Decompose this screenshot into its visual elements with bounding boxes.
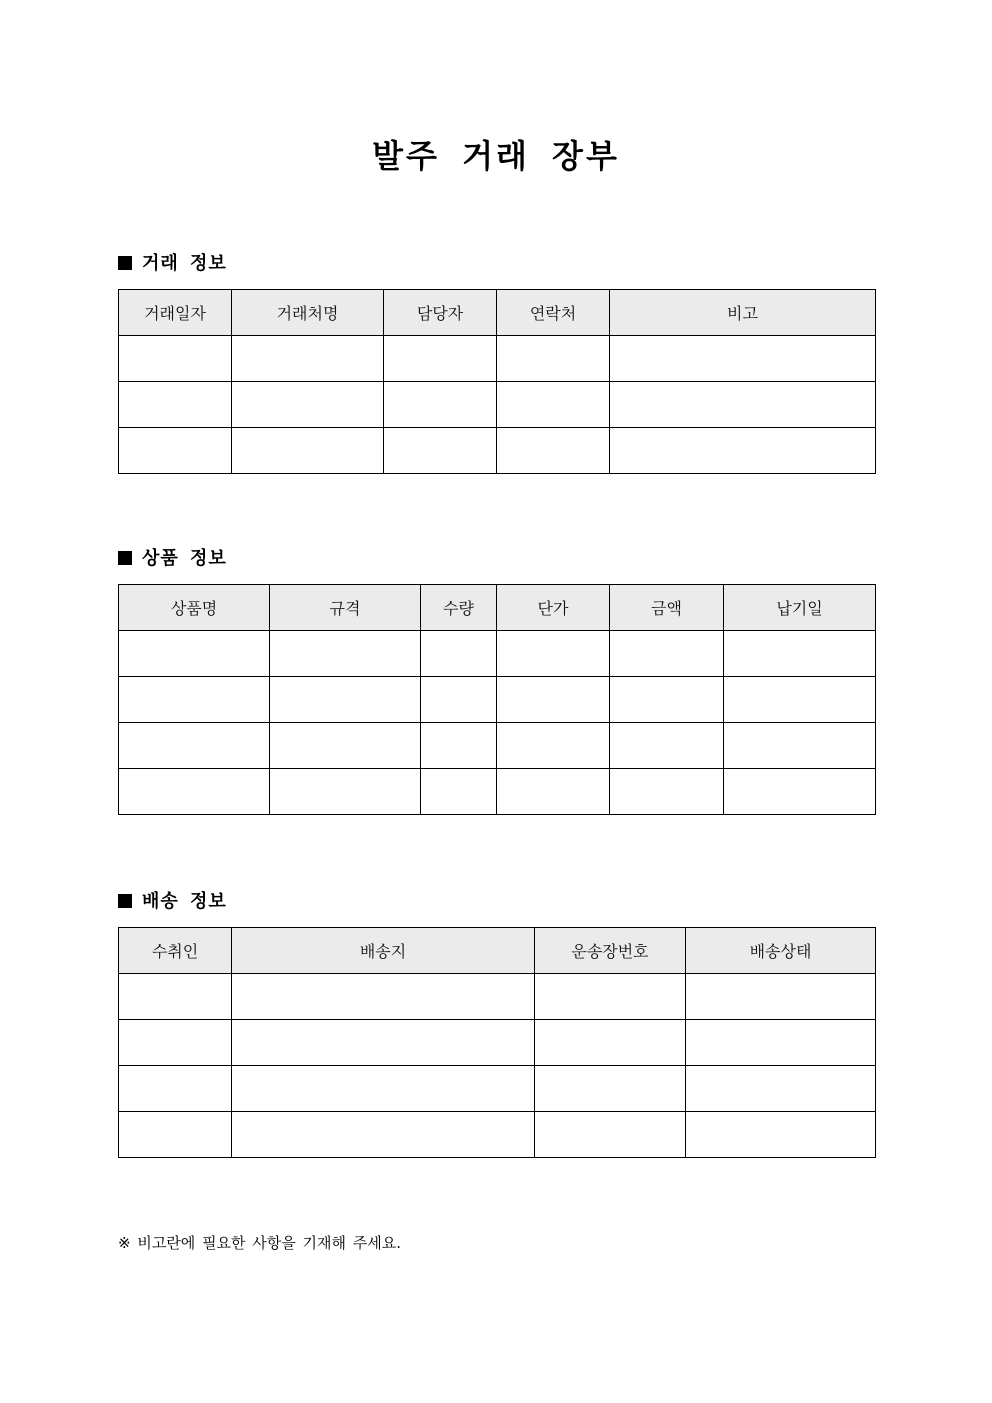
- table-row: [119, 336, 876, 382]
- table-cell[interactable]: [497, 428, 610, 474]
- table-cell[interactable]: [119, 1020, 232, 1066]
- table-cell[interactable]: [232, 382, 384, 428]
- product-info-table: [118, 584, 876, 815]
- table-cell[interactable]: [686, 1112, 876, 1158]
- section-title-product: 상품 정보: [142, 548, 227, 569]
- table-cell[interactable]: [232, 974, 535, 1020]
- table-cell[interactable]: [497, 336, 610, 382]
- trade-info-table: [118, 289, 876, 474]
- square-bullet-icon: [118, 256, 132, 270]
- table-row: [119, 769, 876, 815]
- table-cell[interactable]: [724, 677, 876, 723]
- table-cell[interactable]: [421, 631, 497, 677]
- table-cell[interactable]: [610, 769, 724, 815]
- page-title: 발주 거래 장부: [372, 137, 620, 175]
- table-header-row: [119, 585, 876, 631]
- table-cell[interactable]: [686, 1066, 876, 1112]
- table-cell[interactable]: [535, 1066, 686, 1112]
- table-row: [119, 677, 876, 723]
- table-cell[interactable]: [535, 974, 686, 1020]
- table-row: [119, 723, 876, 769]
- table-cell[interactable]: [724, 723, 876, 769]
- column-header-quantity: 수량: [421, 585, 497, 631]
- table-cell[interactable]: [232, 336, 384, 382]
- column-header-recipient: 수취인: [119, 928, 232, 974]
- column-header-amount: 금액: [610, 585, 724, 631]
- table-cell[interactable]: [232, 1066, 535, 1112]
- table-cell[interactable]: [119, 428, 232, 474]
- table-cell[interactable]: [384, 428, 497, 474]
- column-header-product-name: 상품명: [119, 585, 270, 631]
- table-cell[interactable]: [119, 382, 232, 428]
- table-cell[interactable]: [421, 769, 497, 815]
- section-title-shipping: 배송 정보: [142, 891, 227, 912]
- table-cell[interactable]: [610, 382, 876, 428]
- table-cell[interactable]: [724, 631, 876, 677]
- table-row: [119, 1066, 876, 1112]
- table-cell[interactable]: [497, 769, 610, 815]
- table-cell[interactable]: [686, 974, 876, 1020]
- column-header-remarks: 비고: [610, 290, 876, 336]
- table-cell[interactable]: [119, 677, 270, 723]
- table-header-row: [119, 928, 876, 974]
- column-header-unit-price: 단가: [497, 585, 610, 631]
- table-row: [119, 974, 876, 1020]
- table-cell[interactable]: [119, 723, 270, 769]
- section-title-trade: 거래 정보: [142, 253, 227, 274]
- square-bullet-icon: [118, 894, 132, 908]
- column-header-delivery-status: 배송상태: [686, 928, 876, 974]
- column-header-contact: 연락처: [497, 290, 610, 336]
- column-header-due-date: 납기일: [724, 585, 876, 631]
- table-cell[interactable]: [686, 1020, 876, 1066]
- table-cell[interactable]: [119, 974, 232, 1020]
- table-row: [119, 1112, 876, 1158]
- table-cell[interactable]: [119, 1066, 232, 1112]
- section-heading-trade: [118, 251, 227, 277]
- table-cell[interactable]: [497, 677, 610, 723]
- table-cell[interactable]: [610, 428, 876, 474]
- column-header-specification: 규격: [270, 585, 421, 631]
- table-cell[interactable]: [610, 677, 724, 723]
- table-cell[interactable]: [384, 382, 497, 428]
- table-cell[interactable]: [270, 631, 421, 677]
- table-row: [119, 631, 876, 677]
- footer-note: ※ 비고란에 필요한 사항을 기재해 주세요.: [118, 1234, 402, 1252]
- table-row: [119, 382, 876, 428]
- section-heading-shipping: [118, 889, 227, 915]
- column-header-tracking-number: 운송장번호: [535, 928, 686, 974]
- column-header-delivery-address: 배송지: [232, 928, 535, 974]
- table-cell[interactable]: [497, 382, 610, 428]
- table-cell[interactable]: [119, 631, 270, 677]
- table-cell[interactable]: [421, 677, 497, 723]
- table-cell[interactable]: [270, 769, 421, 815]
- table-header-row: [119, 290, 876, 336]
- column-header-manager: 담당자: [384, 290, 497, 336]
- table-cell[interactable]: [270, 723, 421, 769]
- table-cell[interactable]: [610, 631, 724, 677]
- table-cell[interactable]: [232, 1112, 535, 1158]
- table-cell[interactable]: [119, 336, 232, 382]
- table-cell[interactable]: [119, 1112, 232, 1158]
- section-heading-product: [118, 546, 227, 572]
- table-cell[interactable]: [232, 428, 384, 474]
- table-cell[interactable]: [497, 723, 610, 769]
- table-cell[interactable]: [535, 1112, 686, 1158]
- square-bullet-icon: [118, 551, 132, 565]
- table-cell[interactable]: [421, 723, 497, 769]
- table-cell[interactable]: [724, 769, 876, 815]
- table-cell[interactable]: [497, 631, 610, 677]
- table-cell[interactable]: [119, 769, 270, 815]
- table-cell[interactable]: [610, 723, 724, 769]
- table-row: [119, 1020, 876, 1066]
- shipping-info-table: [118, 927, 876, 1158]
- table-row: [119, 428, 876, 474]
- table-cell[interactable]: [232, 1020, 535, 1066]
- table-cell[interactable]: [610, 336, 876, 382]
- table-cell[interactable]: [384, 336, 497, 382]
- column-header-trade-date: 거래일자: [119, 290, 232, 336]
- table-cell[interactable]: [535, 1020, 686, 1066]
- column-header-client-name: 거래처명: [232, 290, 384, 336]
- table-cell[interactable]: [270, 677, 421, 723]
